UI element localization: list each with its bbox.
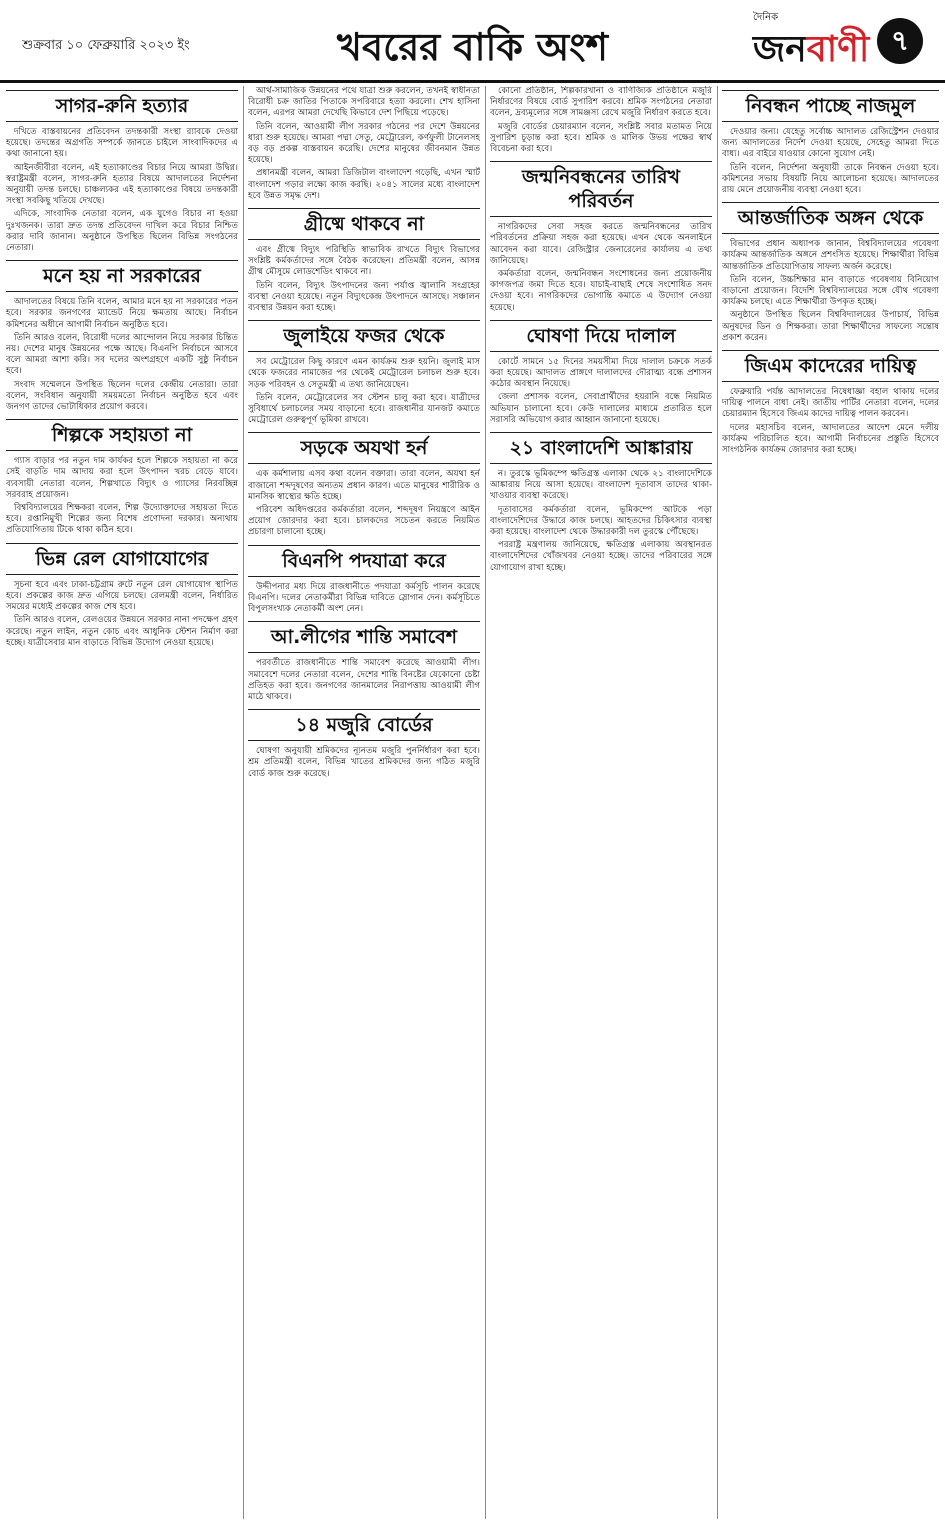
article-paragraph: ফেব্রুয়ারি পর্যন্ত আদালতের নিষেধাজ্ঞা বহাল থাকায় দলের দায়িত্ব পালনে বাধা নেই। জাতীয় পার্টির নেতারা বলেন, দলের চেয়ারম্যান হিসেবে জিএম কাদের দায়িত্ব পালন করবেন। [722,387,939,420]
article-paragraph: গ্যাস বাড়ার পর নতুন দাম কার্যকর হলে শিল্পকে সহায়তা না করে সেই বাড়তি দাম আদায় করা হলে উৎপাদন খরচ বেড়ে যাবে। ব্যবসায়ী নেতারা বলেন, শিল্পখাতে বিদ্যুৎ ও গ্যাসের নিরবচ্ছিন্ন সরবরাহ প্রয়োজন। [6,456,238,500]
article-headline[interactable]: জন্মনিবন্ধনের তারিখ পরিবর্তন [490,161,712,217]
article-headline[interactable]: নিবন্ধন পাচ্ছে নাজমুল [722,90,939,122]
article-paragraph: এবং গ্রীষ্মে বিদ্যুৎ পরিস্থিতি স্বাভাবিক রাখতে বিদ্যুৎ বিভাগের সংশ্লিষ্ট কর্মকর্তাদের সঙ্গে বৈঠক করেছেন। প্রতিমন্ত্রী বলেন, আসন্ন গ্রীষ্ম মৌসুমে লোডশেডিং থাকবে না। [248,245,480,278]
article-paragraph: দখিতে বাস্তবায়নের প্রতিবেদন তদন্তকারী সংস্থা র‍্যাবকে দেওয়া হয়েছে। তদন্তের অগ্রগতি সম্পর্কে জানতে চাইলে সাংবাদিকদের এ কথা জানানো হয়। [6,127,238,160]
article-paragraph: পরবর্তীতে রাজধানীতে শান্তি সমাবেশ করেছে আওয়ামী লীগ। সমাবেশে দলের নেতারা বলেন, দেশের শান্তি বিনষ্টের যেকোনো চেষ্টা প্রতিহত করা হবে। জনগণের জানমালের নিরাপত্তায় আওয়ামী লীগ মাঠে থাকবে। [248,658,480,702]
page-number-badge: ৭ [877,18,923,64]
article-paragraph: তিনি বলেন, নির্দেশনা অনুযায়ী তাকে নিবন্ধন দেওয়া হবে। কমিশনের সভায় বিষয়টি নিয়ে আলোচনা হয়েছে। আদালতের রায় মেনে প্রয়োজনীয় ব্যবস্থা নেওয়া হবে। [722,162,939,196]
logo-name-part-a: জন [753,29,807,70]
article-paragraph: সূচনা হবে এবং ঢাকা-চট্টগ্রাম রুটে নতুন রেল যোগাযোগ স্থাপিত হবে। প্রকল্পের কাজ দ্রুত এগিয়ে চলছে। রেলমন্ত্রী বলেন, নির্ধারিত সময়ের মধ্যেই প্রকল্পের কাজ শেষ হবে। [6,579,238,613]
article-paragraph: ন। তুরস্কে ভূমিকম্পে ক্ষতিগ্রস্ত এলাকা থেকে ২১ বাংলাদেশিকে আঙ্কারায় নিয়ে আসা হয়েছে। বাংলাদেশ দূতাবাস তাদের থাকা-খাওয়ার ব্যবস্থা করেছে। [490,469,712,502]
article-body [6,580,238,649]
article-body [248,582,480,616]
news-article [6,543,238,649]
article-body [248,357,480,426]
article-paragraph: দলের মহাসচিব বলেন, আদালতের আদেশ মেনে দলীয় কার্যক্রম পরিচালিত হবে। আগামী নির্বাচনের প্রস্তুতি হিসেবে সাংগঠনিক কার্যক্রম জোরদার করা হচ্ছে। [722,422,939,456]
article-paragraph: অনুষ্ঠানে উপস্থিত ছিলেন বিশ্ববিদ্যালয়ের উপাচার্য, বিভিন্ন অনুষদের ডিন ও শিক্ষকরা। তারা শিক্ষার্থীদের সাফল্যে সন্তোষ প্রকাশ করেন। [722,310,939,343]
news-article [490,432,712,574]
article-paragraph: বিশ্ববিদ্যালয়ের শিক্ষকরা বলেন, শিল্প উদ্যোক্তাদের সহায়তা দিতে হবে। রপ্তানিমুখী শিল্পের জন্য বিশেষ প্রণোদনা দরকার। অন্যথায় প্রতিযোগিতায় টিকে থাকা কঠিন হবে। [6,503,238,536]
column-divider [485,86,486,1519]
news-article [248,320,480,426]
news-article [248,432,480,538]
article-paragraph: দেওয়ার জন্য। যেহেতু সর্বোচ্চ আদালত রেজিস্ট্রেশন দেওয়ার জন্য আদালতের নির্দেশ দেওয়া হয়েছে, সেহেতু আমরা দিতে বাধ্য। এর বাইরে যাওয়ার কোনো সুযোগ নেই। [722,127,939,160]
article-headline[interactable]: ভিন্ন রেল যোগাযোগের [6,543,238,575]
article-headline[interactable]: আন্তর্জাতিক অঙ্গন থেকে [722,202,939,234]
article-paragraph: তিনি বলেন, উচ্চশিক্ষার মান বাড়াতে গবেষণায় বিনিয়োগ বাড়ানো প্রয়োজন। বিদেশি বিশ্ববিদ্যালয়ের সঙ্গে যৌথ গবেষণা কার্যক্রম চলছে। এতে শিক্ষার্থীরা উপকৃত হচ্ছে। [722,274,939,308]
logo-daily-label: দৈনিক [753,12,779,23]
article-paragraph: আদালতের বিষয়ে তিনি বলেন, আমার মনে হয় না সরকারের পতন হবে। সরকার জনগণের ম্যান্ডেট নিয়ে ক্ষমতায় আছে। নির্বাচন কমিশনের অধীনে আগামী নির্বাচন অনুষ্ঠিত হবে। [6,297,238,330]
news-article [248,545,480,616]
article-body [248,245,480,314]
article-paragraph: সংবাদ সম্মেলনে উপস্থিত ছিলেন দলের কেন্দ্রীয় নেতারা। তারা বলেন, সংবিধান অনুযায়ী সময়মতো নির্বাচন অনুষ্ঠিত হবে এবং জনগণ তাদের ভোটাধিকার প্রয়োগ করবে। [6,379,238,413]
column-1 [6,86,238,1519]
article-paragraph: মজুরি বোর্ডের চেয়ারম্যান বলেন, সংশ্লিষ্ট সবার মতামত নিয়ে সুপারিশ চূড়ান্ত করা হবে। শ্রমিক ও মালিক উভয় পক্ষের স্বার্থ বিবেচনা করা হবে। [490,121,712,155]
news-article [248,709,480,780]
article-body [490,357,712,426]
article-headline[interactable]: বিএনপি পদযাত্রা করে [248,545,480,577]
article-paragraph: দূতাবাসের কর্মকর্তারা বলেন, ভূমিকম্পে আটকে পড়া বাংলাদেশিদের উদ্ধারে কাজ চলছে। আহতদের চিকিৎসার ব্যবস্থা করা হয়েছে। বাংলাদেশ থেকে উদ্ধারকারী দল তুরস্কে পৌঁছেছে। [490,504,712,538]
section-title: খবরের বাকি অংশ [336,25,608,69]
article-paragraph: বিভাগের প্রধান অধ্যাপক জানান, বিশ্ববিদ্যালয়ের গবেষণা কার্যক্রম আন্তর্জাতিক অঙ্গনে প্রশংসিত হয়েছে। শিক্ষার্থীরা বিভিন্ন আন্তর্জাতিক প্রতিযোগিতায় সাফল্য অর্জন করেছে। [722,239,939,272]
news-article [722,202,939,344]
article-paragraph: এদিকে, সাংবাদিক নেতারা বলেন, এক যুগেও বিচার না হওয়া দুঃখজনক। তারা দ্রুত তদন্ত প্রতিবেদন দাখিল করে বিচার নিশ্চিত করার দাবি জানান। অনুষ্ঠানে উপস্থিত ছিলেন বিভিন্ন সংগঠনের নেতারা। [6,209,238,254]
article-paragraph: তিনি বলেন, বিদ্যুৎ উৎপাদনের জন্য পর্যাপ্ত জ্বালানি সংগ্রহের ব্যবস্থা নেওয়া হয়েছে। নতুন বিদ্যুৎকেন্দ্র উৎপাদনে আসছে। সঞ্চালন ব্যবস্থার উন্নয়ন করা হচ্ছে। [248,280,480,314]
article-headline[interactable]: ঘোষণা দিয়ে দালাল [490,320,712,352]
article-paragraph: তিনি আরও বলেন, বিরোধী দলের আন্দোলন নিয়ে সরকার চিন্তিত নয়। দেশের মানুষ উন্নয়নের পক্ষে আছে। বিএনপি নির্বাচনে আসবে বলে আমরা আশা করি। সব দলের অংশগ্রহণে একটি সুষ্ঠু নির্বাচন হবে। [6,332,238,377]
article-paragraph: আর্থ-সামাজিক উন্নয়নের পথে যাত্রা শুরু করলেন, তখনই স্বাধীনতা বিরোধী চক্র জাতির পিতাকে সপরিবারে হত্যা করলো। শেখ হাসিনা বলেন, এরপর আমরা দেখেছি কিভাবে দেশ পিছিয়ে পড়েছে। [248,86,480,119]
news-article [490,161,712,314]
article-paragraph: তিনি আরও বলেন, রেলওয়ের উন্নয়নে সরকার নানা পদক্ষেপ গ্রহণ করেছে। নতুন লাইন, নতুন কোচ এবং আধুনিক স্টেশন নির্মাণ করা হচ্ছে। যাত্রীসেবার মান বাড়াতে বিভিন্ন উদ্যোগ নেওয়া হয়েছে। [6,615,238,648]
newspaper-logo[interactable] [753,10,923,72]
article-paragraph: কর্মকর্তারা বলেন, জন্মনিবন্ধন সংশোধনের জন্য প্রয়োজনীয় কাগজপত্র জমা দিতে হবে। যাচাই-বাছাই শেষে সংশোধিত সনদ দেওয়া হবে। নাগরিকদের ভোগান্তি কমাতে এ উদ্যোগ নেওয়া হয়েছে। [490,269,712,313]
news-article [248,208,480,314]
article-body [248,658,480,703]
news-article [6,90,238,254]
masthead [0,0,945,83]
column-4 [722,86,939,1519]
article-headline[interactable]: গ্রীষ্মে থাকবে না [248,208,480,240]
article-paragraph: আইনজীবীরা বলেন, এই হত্যাকাণ্ডের বিচার নিয়ে আমরা উদ্বিগ্ন। স্বরাষ্ট্রমন্ত্রী বলেন, সাগর-রুনি হত্যার বিষয়ে আদালতের নির্দেশনা অনুযায়ী তদন্ত চলছে। চাঞ্চল্যকর এই হত্যাকাণ্ডের বিষয়ে তদন্তকারী সংস্থা সবকিছু খতিয়ে দেখছে। [6,162,238,207]
logo-name [753,22,869,82]
article-paragraph: পররাষ্ট্র মন্ত্রণালয় জানিয়েছে, ক্ষতিগ্রস্ত এলাকায় অবস্থানরত বাংলাদেশিদের খোঁজখবর নেওয়া হচ্ছে। তাদের পরিবারের সঙ্গে যোগাযোগ রাখা হচ্ছে। [490,540,712,573]
news-article [490,86,712,155]
news-article [6,260,238,413]
article-body [248,746,480,780]
article-body [722,387,939,456]
article-paragraph: উদ্দীপনার মধ্য দিয়ে রাজধানীতে পদযাত্রা কর্মসূচি পালন করেছে বিএনপি। দলের নেতাকর্মীরা বিভিন্ন দাবিতে স্লোগান দেন। কর্মসূচিতে বিপুলসংখ্যক নেতাকর্মী অংশ নেন। [248,581,480,615]
article-headline[interactable]: সড়কে অযথা হর্ন [248,432,480,464]
news-article [248,86,480,202]
article-headline[interactable]: শিল্পকে সহায়তা না [6,419,238,451]
article-body [722,127,939,196]
article-headline[interactable]: সাগর-রুনি হত্যার [6,90,238,122]
column-3 [490,86,712,1519]
article-body [6,456,238,536]
news-article [490,320,712,426]
article-headline[interactable]: মনে হয় না সরকারের [6,260,238,292]
article-headline[interactable]: ২১ বাংলাদেশি আঙ্কারায় [490,432,712,464]
article-headline[interactable]: জিএম কাদেরের দায়িত্ব [722,350,939,382]
article-paragraph: এক কর্মশালায় এসব কথা বলেন বক্তারা। তারা বলেন, অযথা হর্ন বাজানো শব্দদূষণের অন্যতম প্রধান কারণ। এতে মানুষের শারীরিক ও মানসিক স্বাস্থ্যের ক্ষতি হচ্ছে। [248,469,480,502]
article-paragraph: পরিবেশ অধিদপ্তরের কর্মকর্তারা বলেন, শব্দদূষণ নিয়ন্ত্রণে আইন প্রয়োগ জোরদার করা হবে। চালকদের সচেতন করতে নিয়মিত প্রচারণা চালানো হচ্ছে। [248,505,480,538]
news-article [248,621,480,703]
article-paragraph: সব মেট্রোরেল কিছু কারণে এমন কার্যক্রম শুরু হয়নি। জুলাই মাস থেকে ফজরের নামাজের পর থেকেই মেট্রোরেল চলাচল শুরু হবে। সড়ক পরিবহন ও সেতুমন্ত্রী এ তথ্য জানিয়েছেন। [248,357,480,390]
article-body [490,469,712,574]
article-body [248,469,480,538]
article-body [722,239,939,344]
article-paragraph: প্রধানমন্ত্রী বলেন, আমরা ডিজিটাল বাংলাদেশ গড়েছি, এখন স্মার্ট বাংলাদেশ গড়ার লক্ষ্যে কাজ করছি। ২০৪১ সালের মধ্যে বাংলাদেশ হবে উন্নত সমৃদ্ধ দেশ। [248,168,480,201]
article-paragraph: তিনি বলেন, আওয়ামী লীগ সরকার গঠনের পর দেশে উন্নয়নের ধারা শুরু হয়েছে। আমরা পদ্মা সেতু, মেট্রোরেল, কর্ণফুলী টানেলসহ বড় বড় প্রকল্প বাস্তবায়ন করেছি। দেশের মানুষের জীবনমান উন্নত হয়েছে। [248,121,480,166]
news-article [6,419,238,536]
column-divider [717,86,718,1519]
article-headline[interactable]: ১৪ মজুরি বোর্ডের [248,709,480,741]
logo-name-part-b: বাণী [806,29,870,70]
article-body [490,86,712,155]
article-paragraph: জেলা প্রশাসক বলেন, সেবাপ্রার্থীদের হয়রানি বন্ধে নিয়মিত অভিযান চালানো হবে। কেউ দালালের মাধ্যমে প্রতারিত হলে সরাসরি অভিযোগ করার আহ্বান জানানো হয়েছে। [490,392,712,425]
article-paragraph: কোনো প্রতিষ্ঠান, শিল্পকারখানা ও বাণিজ্যিক প্রতিষ্ঠানে মজুরি নির্ধারণের বিষয়ে বোর্ড সুপারিশ করবে। শ্রমিক সংগঠনের নেতারা বলেন, দ্রব্যমূল্যের সঙ্গে সামঞ্জস্য রেখে মজুরি নির্ধারণ করতে হবে। [490,86,712,119]
article-headline[interactable]: জুলাইয়ে ফজর থেকে [248,320,480,352]
column-divider [243,86,244,1519]
column-2 [248,86,480,1519]
article-paragraph: কোর্টে সামনে ১৫ দিনের সময়সীমা দিয়ে দালাল চক্রকে সতর্ক করা হয়েছে। আদালত প্রাঙ্গণে দালালদের দৌরাত্ম্য বন্ধে প্রশাসন কঠোর অবস্থান নিয়েছে। [490,356,712,390]
article-body [6,127,238,254]
news-article [722,90,939,196]
news-article [722,350,939,456]
article-paragraph: ঘোষণা অনুযায়ী শ্রমিকদের ন্যূনতম মজুরি পুনর্নির্ধারণ করা হবে। শ্রম প্রতিমন্ত্রী বলেন, বিভিন্ন খাতের শ্রমিকদের জন্য গঠিত মজুরি বোর্ড কাজ শুরু করেছে। [248,746,480,779]
issue-date: শুক্রবার ১০ ফেব্রুয়ারি ২০২৩ ইং [22,38,190,53]
article-body [6,297,238,413]
article-paragraph: নাগরিকদের সেবা সহজ করতে জন্মনিবন্ধনের তারিখ পরিবর্তনের প্রক্রিয়া সহজ করা হয়েছে। এখন থেকে অনলাইনে আবেদন করা যাবে। রেজিস্ট্রার জেনারেলের কার্যালয় এ তথ্য জানিয়েছে। [490,222,712,266]
article-headline[interactable]: আ.লীগের শান্তি সমাবেশ [248,621,480,653]
article-body [490,222,712,314]
article-body [248,86,480,202]
article-paragraph: তিনি বলেন, মেট্রোরেলের সব স্টেশন চালু করা হবে। যাত্রীদের সুবিধার্থে চলাচলের সময় বাড়ানো হবে। রাজধানীর যানজট কমাতে মেট্রোরেল গুরুত্বপূর্ণ ভূমিকা রাখবে। [248,392,480,426]
